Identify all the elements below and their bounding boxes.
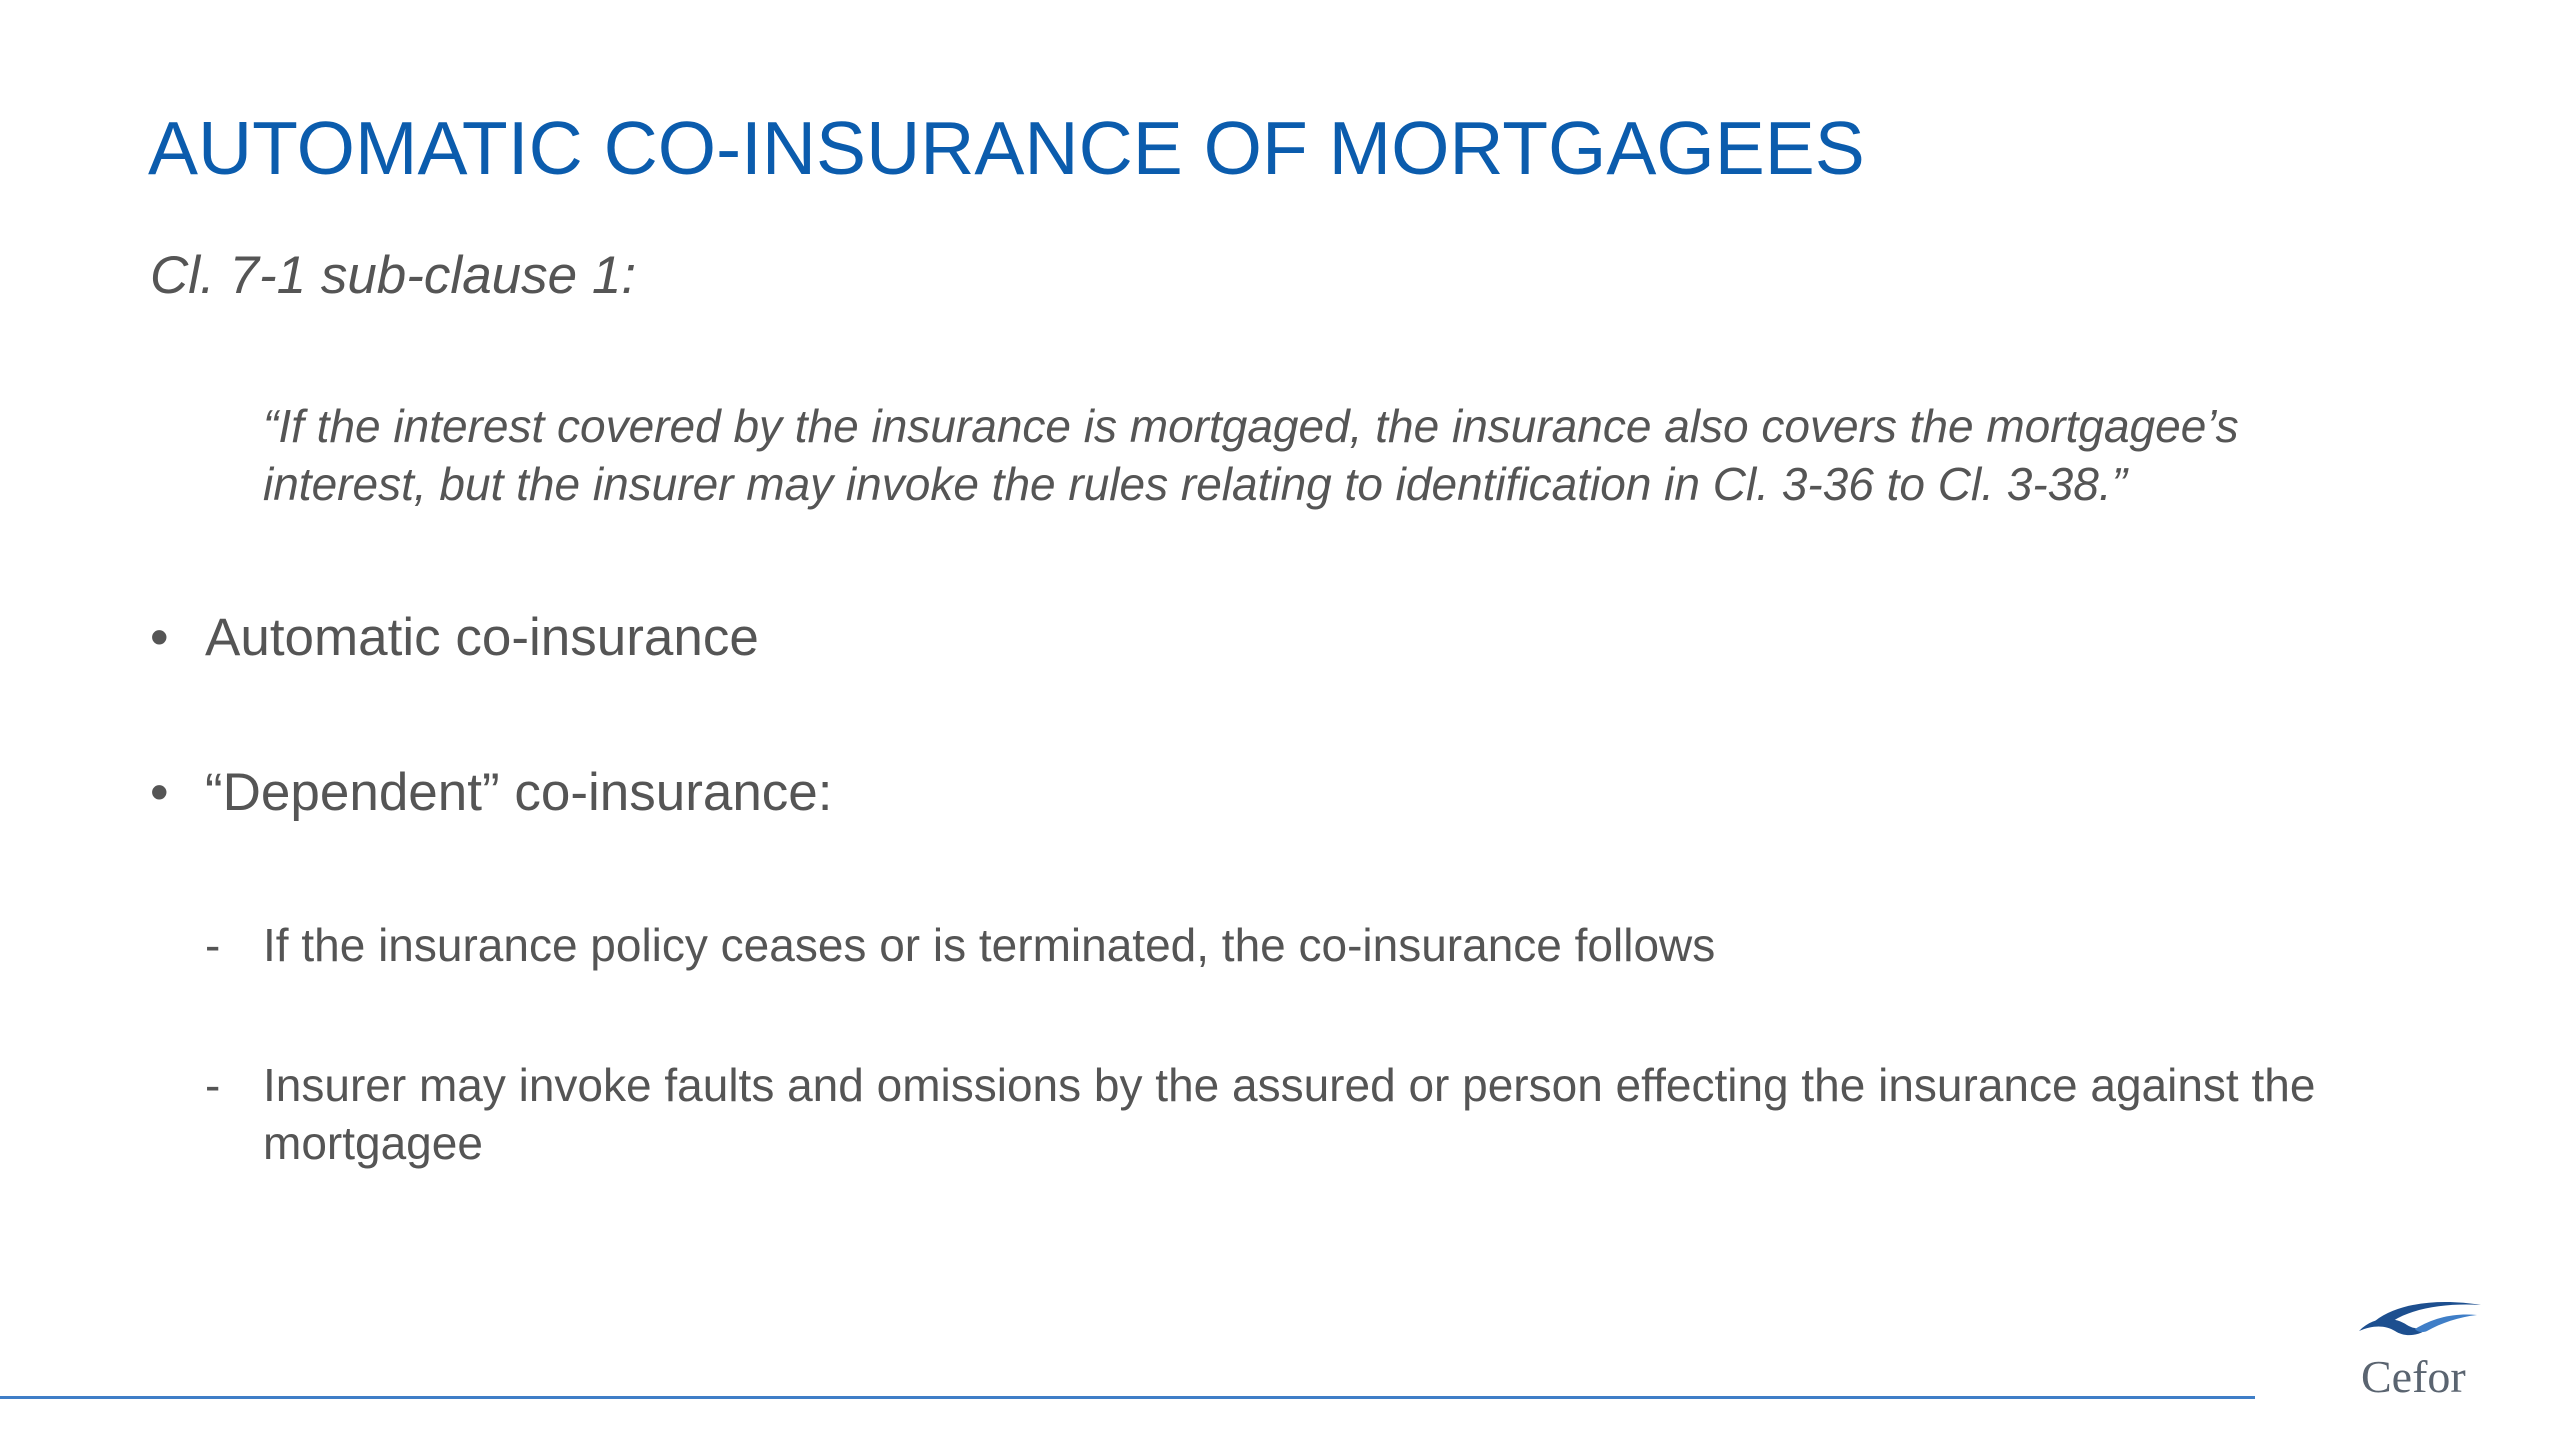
sub-item-text: Insurer may invoke faults and omissions by the assured or person effecting the insurance against the mortgagee	[263, 1059, 2316, 1169]
clause-reference: Cl. 7-1 sub-clause 1:	[150, 246, 637, 305]
dash-marker: -	[205, 1059, 221, 1111]
bullet-marker: •	[150, 763, 169, 822]
clause-quote: “If the interest covered by the insurance is mortgaged, the insurance also covers the mortgagee’s interest, but the insurer may invoke the rules relating to identification in Cl. 3-36 to Cl. 3-38.”	[263, 400, 2239, 510]
logo-text: Cefor	[2361, 1351, 2466, 1402]
cefor-logo	[2355, 1295, 2485, 1405]
footer-divider	[0, 1396, 2255, 1399]
bullet-marker: •	[150, 608, 169, 667]
sub-item-text: If the insurance policy ceases or is terminated, the co-insurance follows	[263, 919, 1716, 971]
cefor-wave-logo-icon	[2355, 1295, 2485, 1355]
dash-marker: -	[205, 919, 221, 971]
slide-title: AUTOMATIC CO-INSURANCE OF MORTGAGEES	[148, 106, 1865, 190]
bullet-text: “Dependent” co-insurance:	[205, 763, 833, 822]
bullet-text: Automatic co-insurance	[205, 608, 759, 667]
